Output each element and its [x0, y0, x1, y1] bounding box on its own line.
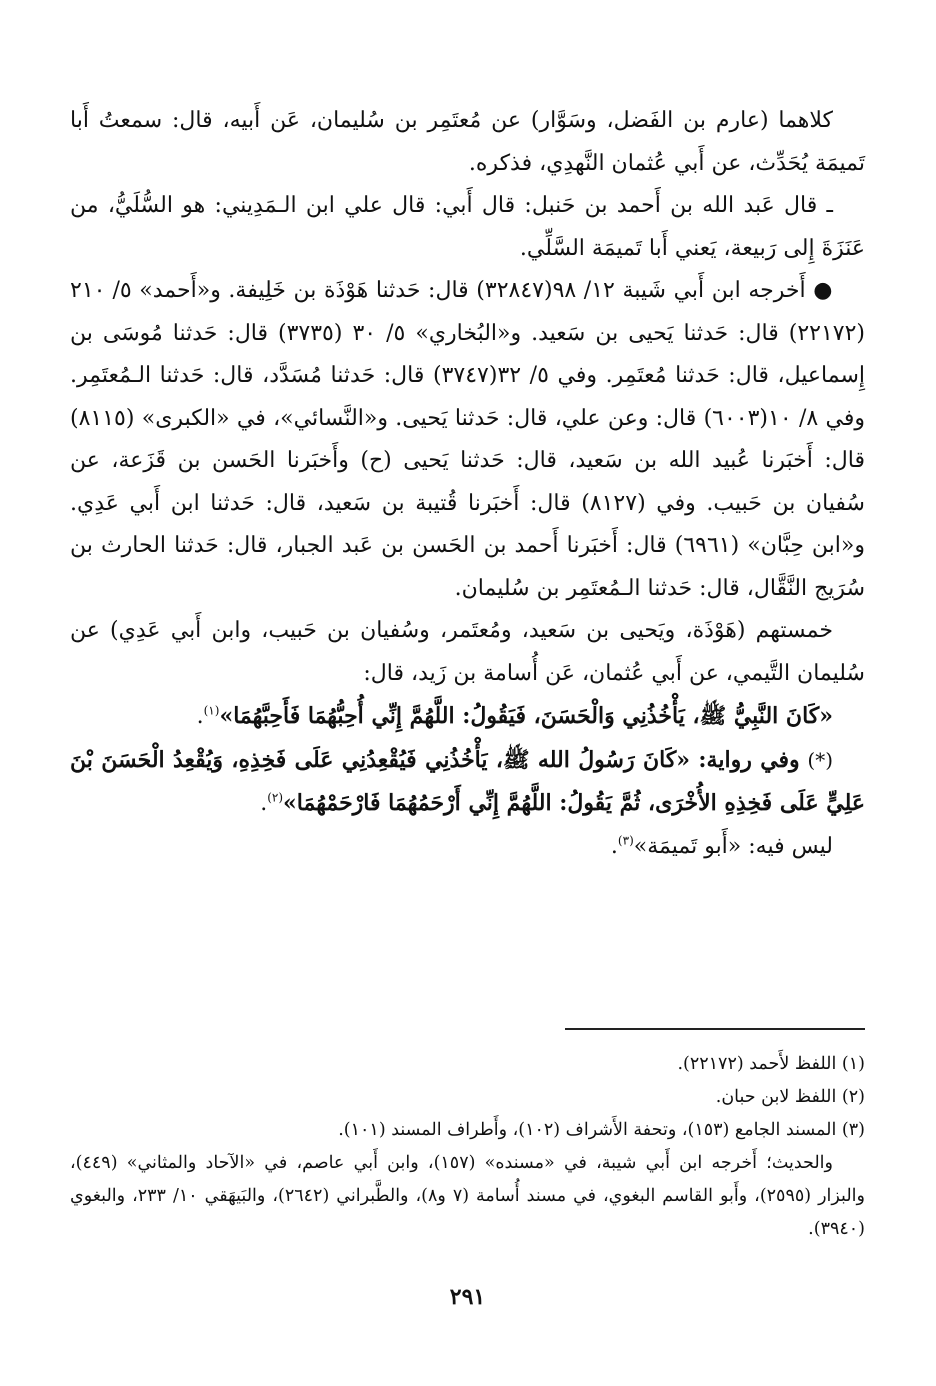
- footnote-ref-2: (٢): [267, 790, 284, 805]
- footnote-2: (٢) اللفظ لابن حبان.: [715, 1087, 865, 1107]
- main-text: [70, 100, 865, 868]
- footnote-3: (٣) المسند الجامع (١٥٣)، وتحفة الأَشراف (١٠٢)، وأَطراف المسند (١٠١).: [338, 1120, 865, 1140]
- hadith-variant: (*) وفي رواية: «كَانَ رَسُولُ الله ﷺ، يَأْخُذُنِي فَيُقْعِدُنِي عَلَى فَخِذِهِ، وَيُقْعِدُ الْحَسَنَ بْنَ عَلِيٍّ عَلَى فَخِذِهِ الأُخْرَى، ثُمَّ يَقُولُ: اللَّهُمَّ إِنِّي أَرْحَمُهُمَا فَارْحَمْهُمَا»$^{(٢)}$.: [70, 746, 865, 816]
- paragraph-ibn-hanbal-note: ـ قال عَبد الله بن أَحمد بن حَنبل: قال أَبي: قال علي ابن الـمَدِيني: هو السُّلَيُّ، من عَنَزَةَ إِلى رَبيعة، يَعني أَبا تَميمَة السَّلِّي.: [70, 193, 865, 261]
- footnote-1: (١) اللفظ لأَحمد (٢٢١٧٢).: [677, 1054, 865, 1074]
- book-page: [70, 100, 865, 1340]
- asterisk-marker: (*): [807, 747, 834, 772]
- paragraph-chain-of-narration: كلاهما (عارم بن الفَضل، وسَوَّار) عن مُعتَمِر بن سُليمان، عَن أَبيه، قال: سمعتُ أَبا تَميمَة يُحَدِّث، عن أَبي عُثمان النَّهدِي، فذكره.: [70, 108, 865, 176]
- footnote-divider: [565, 1028, 865, 1030]
- paragraph-note: ليس فيه: «أَبو تَميمَة»$^{(٣)}$.: [610, 833, 833, 859]
- footnote-ref-1: (١): [203, 703, 220, 718]
- footnotes: [70, 1048, 865, 1246]
- page-number: ٢٩١: [449, 1284, 486, 1310]
- paragraph-five-narrators: خمستهم (هَوْذَة، ويَحيى بن سَعيد، ومُعتَمر، وسُفيان بن حَبيب، وابن أَبي عَدِي) عن سُليمان التَّيمي، عن أَبي عُثمان، عَن أُسامة بن زَيد، قال:: [70, 618, 865, 686]
- note-text: ليس فيه: «أَبو تَميمَة»: [633, 833, 833, 859]
- hadith-quote: «كَانَ النَّبِيُّ ﷺ، يَأْخُذُنِي وَالْحَسَنَ، فَيَقُولُ: اللَّهُمَّ إِنِّي أُحِبُّهُمَا فَأَحِبَّهُمَا»: [219, 703, 833, 729]
- footnote-ref-3: (٣): [617, 833, 634, 848]
- footnote-3-continuation: والحديث؛ أَخرجه ابن أَبي شيبة، في «مسنده» (١٥٧)، وابن أَبي عاصم، في «الآحاد والمثاني» (٤٤٩)، والبزار (٢٥٩٥)، وأَبو القاسم البغوي، في مسند أُسامة (٧ و٨)، والطَّبراني (٢٦٤٢)، والبَيهَقي ١٠/ ٢٣٣، والبغوي (٣٩٤٠).: [70, 1153, 865, 1239]
- paragraph-takhrij: ● أَخرجه ابن أَبي شَيبة ١٢/ ٩٨(٣٢٨٤٧) قال: حَدثنا هَوْذَة بن خَلِيفة. و«أَحمد» ٥/ ٢١٠ (٢٢١٧٢) قال: حَدثنا يَحيى بن سَعيد. و«البُخاري» ٥/ ٣٠ (٣٧٣٥) قال: حَدثنا مُوسَى بن إِسماعيل، قال: حَدثنا مُعتَمِر. وفي ٥/ ٣٢(٣٧٤٧) قال: حَدثنا مُسَدَّد، قال: حَدثنا الـمُعتَمِر. وفي ٨/ ١٠(٦٠٠٣) قال: وعن علي، قال: حَدثنا يَحيى. و«النَّسائي»، في «الكبرى» (٨١١٥) قال: أَخبَرنا عُبيد الله بن سَعيد، قال: حَدثنا يَحيى (ح) وأَخبَرنا الحَسن بن قَزَعة، عن سُفيان بن حَبيب. وفي (٨١٢٧) قال: أَخبَرنا قُتيبة بن سَعيد، قال: حَدثنا ابن أَبي عَدِي. و«ابن حِبَّان» (٦٩٦١) قال: أَخبَرنا أَحمد بن الحَسن بن عَبد الجبار، قال: حَدثنا الحارث بن سُرَيج النَّقَّال، قال: حَدثنا الـمُعتَمِر بن سُليمان.: [70, 278, 866, 601]
- hadith-text: «كَانَ النَّبِيُّ ﷺ، يَأْخُذُنِي وَالْحَسَنَ، فَيَقُولُ: اللَّهُمَّ إِنِّي أُحِبُّهُمَا فَأَحِبَّهُمَا»$^{(١)}$.: [196, 703, 833, 729]
- hadith-variant-quote: وفي رواية: «كَانَ رَسُولُ الله ﷺ، يَأْخُذُنِي فَيُقْعِدُنِي عَلَى فَخِذِهِ، وَيُقْعِدُ الْحَسَنَ بْنَ عَلِيٍّ عَلَى فَخِذِهِ الأُخْرَى، ثُمَّ يَقُولُ: اللَّهُمَّ إِنِّي أَرْحَمُهُمَا فَارْحَمْهُمَا»: [70, 746, 865, 816]
